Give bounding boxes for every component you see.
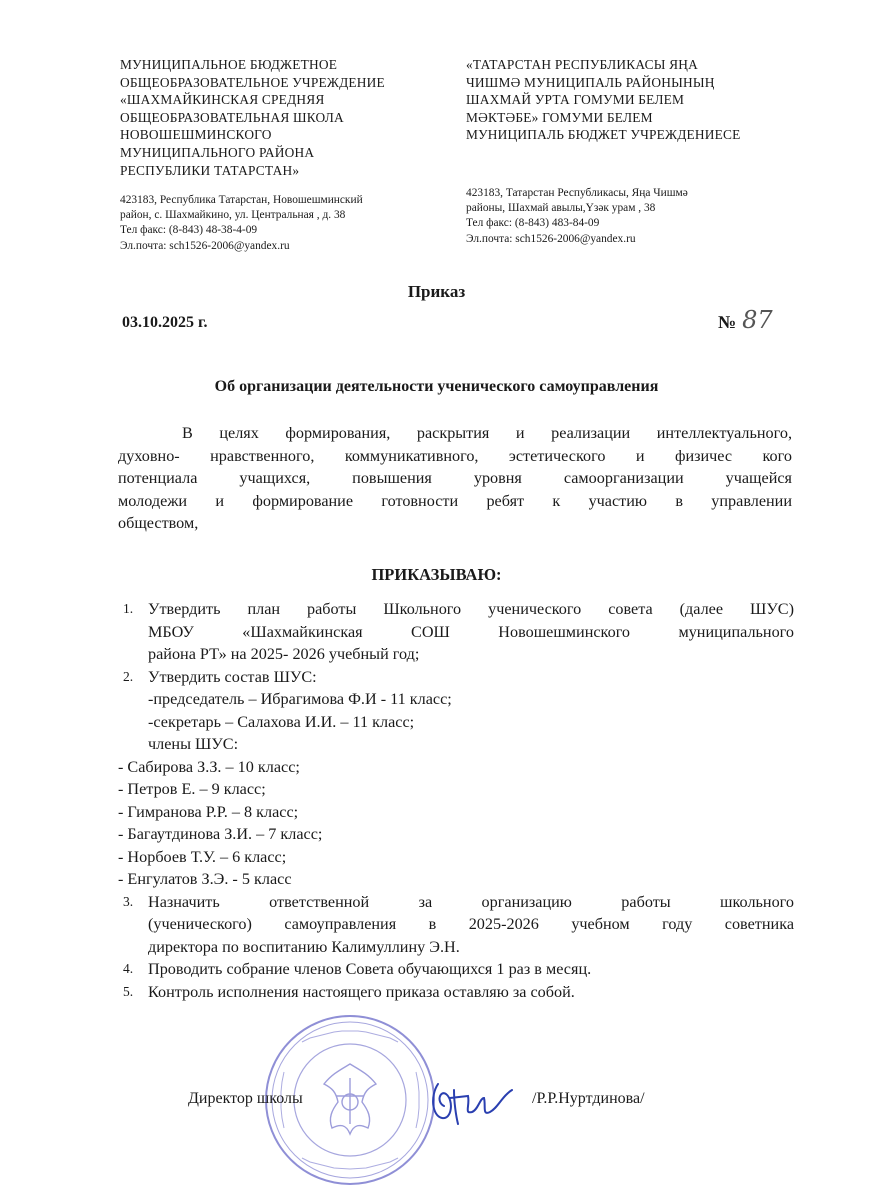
header-right-line: «ТАТАРСТАН РЕСПУБЛИКАСЫ ЯҢА	[466, 57, 699, 72]
header-right-line: ЧИШМӘ МУНИЦИПАЛЬ РАЙОНЫНЫҢ	[466, 74, 715, 90]
list-item	[118, 598, 794, 666]
header-right-line: МУНИЦИПАЛЬ БЮДЖЕТ УЧРЕЖДЕНИЕСЕ	[466, 127, 741, 143]
header-left-institution	[120, 56, 450, 179]
address-right	[466, 186, 688, 247]
phone-line: Тел факс: (8-843) 483-84-09	[466, 217, 600, 230]
header-right-line: МӘКТӘБЕ» ГОМУМИ БЕЛЕМ	[466, 109, 653, 125]
address-line: район, с. Шахмайкино, ул. Центральная , д. 38	[120, 209, 346, 222]
list-item-line: района РТ» на 2025- 2026 учебный год;	[148, 645, 420, 663]
document-number	[718, 306, 773, 334]
list-item-line: Проводить собрание членов Совета обучающихся 1 раз в месяц.	[148, 960, 592, 978]
council-member: - Гимранова Р.Р. – 8 класс;	[118, 802, 299, 821]
order-list	[118, 598, 794, 1003]
list-number: 3.	[123, 893, 134, 909]
preamble-line: духовно- нравственного, коммуникативного, эстетического и физичес кого	[118, 446, 792, 465]
number-sign: №	[718, 312, 737, 332]
signatory-name: /Р.Р.Нуртдинова/	[532, 1090, 645, 1107]
document-title: Приказ	[407, 282, 466, 301]
preamble-line: молодежи и формирование готовности ребят к участию в управлении	[118, 491, 792, 510]
document-date: 03.10.2025 г.	[122, 314, 208, 331]
handwritten-number: 87	[742, 306, 773, 334]
list-item-line: Назначить ответственной за организацию работы школьного	[148, 892, 794, 911]
header-left-line: МУНИЦИПАЛЬНОГО РАЙОНА	[120, 144, 315, 160]
order-heading: ПРИКАЗЫВАЮ:	[371, 565, 502, 584]
council-chair: -председатель – Ибрагимова Ф.И - 11 класс;	[148, 690, 452, 708]
list-number: 1.	[123, 601, 134, 616]
list-item-line: директора по воспитанию Калимуллину Э.Н.	[148, 937, 460, 956]
council-member: - Сабирова З.З. – 10 класс;	[118, 757, 300, 776]
list-number: 5.	[123, 983, 134, 999]
council-member: - Норбоев Т.У. – 6 класс;	[118, 847, 287, 866]
list-number: 2.	[123, 668, 134, 684]
list-number: 4.	[123, 961, 134, 976]
council-secretary: -секретарь – Салахова И.И. – 11 класс;	[148, 712, 415, 731]
header-right-line: ШАХМАЙ УРТА ГОМУМИ БЕЛЕМ	[466, 92, 685, 108]
preamble-line: потенциала учащихся, повышения уровня самоорганизации учащейся	[118, 469, 792, 487]
council-member: - Багаутдинова З.И. – 7 класс;	[118, 825, 323, 843]
header-left-line: ОБЩЕОБРАЗОВАТЕЛЬНОЕ УЧРЕЖДЕНИЕ	[120, 74, 385, 90]
address-line: районы, Шахмай авылы,Үзәк урам , 38	[466, 202, 656, 215]
council-members-label: члены ШУС:	[148, 735, 239, 753]
list-item	[118, 981, 794, 1004]
document-subject: Об организации деятельности ученического самоуправления	[214, 378, 659, 395]
address-left	[120, 193, 363, 254]
director-signature	[424, 1076, 516, 1130]
list-item-line: Контроль исполнения настоящего приказа оставляю за собой.	[148, 982, 575, 1001]
header-right-institution	[466, 56, 826, 144]
list-item-line: Утвердить состав ШУС:	[148, 667, 317, 686]
council-member: - Енгулатов З.Э. - 5 класс	[118, 870, 292, 888]
list-item-line: Утвердить план работы Школьного ученического совета (далее ШУС)	[148, 600, 794, 618]
list-item	[118, 891, 794, 959]
header-left-line: ОБЩЕОБРАЗОВАТЕЛЬНАЯ ШКОЛА	[120, 109, 344, 125]
address-line: 423183, Татарстан Республикасы, Яңа Чишмә	[466, 187, 688, 199]
header-left-line: РЕСПУБЛИКИ ТАТАРСТАН»	[120, 162, 300, 178]
preamble-line: обществом,	[118, 514, 199, 532]
header-left-line: НОВОШЕШМИНСКОГО	[120, 127, 272, 143]
header-left-line: «ШАХМАЙКИНСКАЯ СРЕДНЯЯ	[120, 92, 325, 108]
list-item-line: МБОУ «Шахмайкинская СОШ Новошешминского муниципального	[148, 622, 794, 641]
preamble-line: В целях формирования, раскрытия и реализации интеллектуального,	[182, 424, 792, 442]
council-member: - Петров Е. – 9 класс;	[118, 780, 266, 798]
list-item	[118, 958, 794, 981]
email-line: Эл.почта: sch1526-2006@yandex.ru	[120, 239, 290, 252]
address-line: 423183, Республика Татарстан, Новошешминский	[120, 194, 363, 206]
phone-line: Тел факс: (8-843) 48-38-4-09	[120, 224, 258, 237]
signature-label: Директор школы	[188, 1090, 303, 1107]
list-item	[118, 666, 794, 756]
header-left-line: МУНИЦИПАЛЬНОЕ БЮДЖЕТНОЕ	[120, 57, 338, 72]
email-line: Эл.почта: sch1526-2006@yandex.ru	[466, 232, 636, 245]
list-item-line: (ученического) самоуправления в 2025-2026 учебном году советника	[148, 915, 794, 933]
preamble-paragraph	[118, 422, 792, 535]
